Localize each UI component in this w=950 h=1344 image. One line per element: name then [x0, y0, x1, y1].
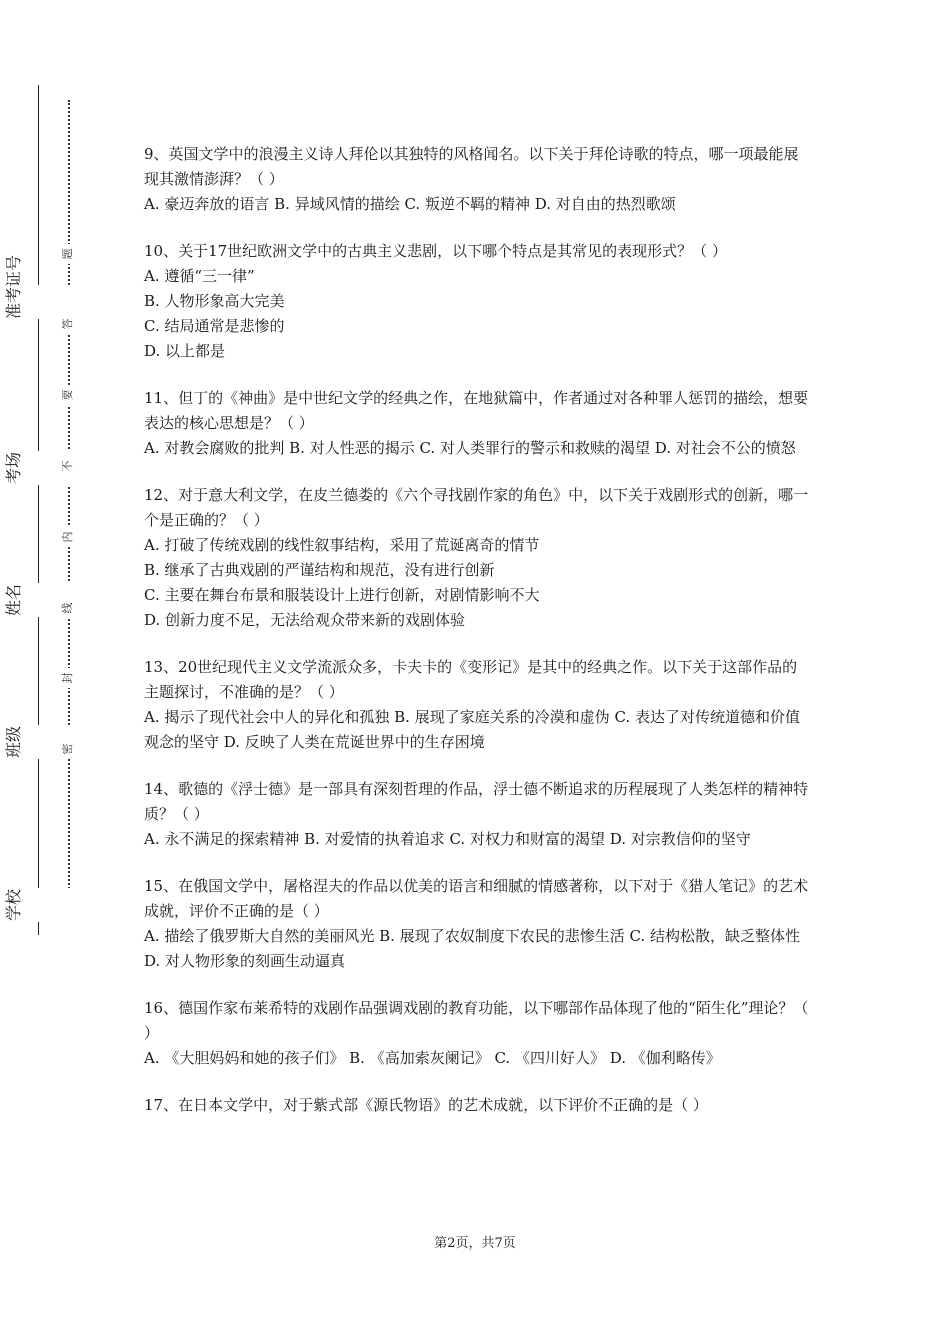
question-11: [144, 386, 809, 461]
option-b: B. 继承了古典戏剧的严谨结构和规范，没有进行创新: [144, 561, 495, 579]
seal-char: 答: [58, 314, 78, 334]
question-options: A. 《大胆妈妈和她的孩子们》 B. 《高加索灰阑记》 C. 《四川好人》 D. 《伽利略传》: [144, 1049, 721, 1067]
option-c: C. 主要在舞台布景和服装设计上进行创新，对剧情影响不大: [144, 586, 540, 604]
seal-char: 封: [58, 668, 78, 688]
seal-dotted-line: [68, 100, 70, 905]
question-stem: 14、歌德的《浮士德》是一部具有深刻哲理的作品，浮士德不断追求的历程展现了人类怎样的精神特质？（ ）: [144, 780, 809, 823]
field-name-label: 姓名: [0, 583, 77, 617]
seal-char: 内: [58, 527, 78, 547]
option-d: D. 创新力度不足，无法给观众带来新的戏剧体验: [144, 611, 466, 629]
field-exam-room-label: 考场: [0, 451, 77, 485]
question-10: [144, 239, 809, 364]
question-stem: 17、在日本文学中，对于紫式部《源氏物语》的艺术成就，以下评价不正确的是（ ）: [144, 1096, 708, 1114]
question-stem: 10、关于17世纪欧洲文学中的古典主义悲剧，以下哪个特点是其常见的表现形式？（ ）: [144, 242, 727, 260]
question-stem: 13、20世纪现代主义文学流派众多，卡夫卡的《变形记》是其中的经典之作。以下关于这部作品的主题探讨，不准确的是？（ ）: [144, 658, 798, 701]
option-c: C. 结局通常是悲惨的: [144, 317, 285, 335]
question-14: [144, 777, 809, 852]
question-stem: 9、英国文学中的浪漫主义诗人拜伦以其独特的风格闻名。以下关于拜伦诗歌的特点，哪一项最能展现其激情澎湃？（ ）: [144, 145, 799, 188]
question-stem: 12、对于意大利文学，在皮兰德娄的《六个寻找剧作家的角色》中，以下关于戏剧形式的创新，哪一个是正确的？（ ）: [144, 486, 809, 529]
question-options: A. 对教会腐败的批判 B. 对人性恶的揭示 C. 对人类罪行的警示和救赎的渴望 D. 对社会不公的愤怒: [144, 439, 796, 457]
option-b: B. 人物形象高大完美: [144, 292, 285, 310]
question-9: [144, 142, 809, 217]
question-12: [144, 483, 809, 633]
question-options: A. 揭示了现代社会中人的异化和孤独 B. 展现了家庭关系的冷漠和虚伪 C. 表达了对传统道德和价值观念的坚守 D. 反映了人类在荒诞世界中的生存困境: [144, 708, 800, 751]
question-17: [144, 1093, 809, 1118]
question-stem: 16、德国作家布莱希特的戏剧作品强调戏剧的教育功能，以下哪部作品体现了他的“陌生化”理论？（ ）: [144, 999, 809, 1042]
question-list: [144, 142, 809, 1140]
question-options: A. 永不满足的探索精神 B. 对爱情的执着追求 C. 对权力和财富的渴望 D. 对宗教信仰的坚守: [144, 830, 751, 848]
option-d: D. 以上都是: [144, 342, 226, 360]
field-class-label: 班级: [0, 725, 77, 759]
question-16: [144, 996, 809, 1071]
question-stem: 15、在俄国文学中，屠格涅夫的作品以优美的语言和细腻的情感著称，以下对于《猎人笔记》的艺术成就，评价不正确的是（ ）: [144, 877, 809, 920]
field-exam-number-label: 准考证号: [0, 285, 77, 319]
seal-char: 要: [58, 385, 78, 405]
page-footer: 第2页，共7页: [434, 1236, 516, 1251]
seal-char: 线: [58, 598, 78, 618]
option-a: A. 打破了传统戏剧的线性叙事结构，采用了荒诞离奇的情节: [144, 536, 540, 554]
binding-solid-line: [38, 85, 39, 935]
seal-char: 题: [58, 244, 78, 264]
question-stem: 11、但丁的《神曲》是中世纪文学的经典之作，在地狱篇中，作者通过对各种罪人惩罚的描绘，想要表达的核心思想是？（ ）: [144, 389, 809, 432]
seal-char: 不: [58, 456, 78, 476]
seal-char: 密: [58, 739, 78, 759]
question-13: [144, 655, 809, 755]
option-a: A. 遵循“三一律”: [144, 267, 255, 285]
question-options: A. 描绘了俄罗斯大自然的美丽风光 B. 展现了农奴制度下农民的悲惨生活 C. 结构松散，缺乏整体性 D. 对人物形象的刻画生动逼真: [144, 927, 800, 970]
question-15: [144, 874, 809, 974]
question-options: A. 豪迈奔放的语言 B. 异域风情的描绘 C. 叛逆不羁的精神 D. 对自由的热烈歌颂: [144, 195, 676, 213]
field-school-label: 学校: [0, 888, 77, 922]
